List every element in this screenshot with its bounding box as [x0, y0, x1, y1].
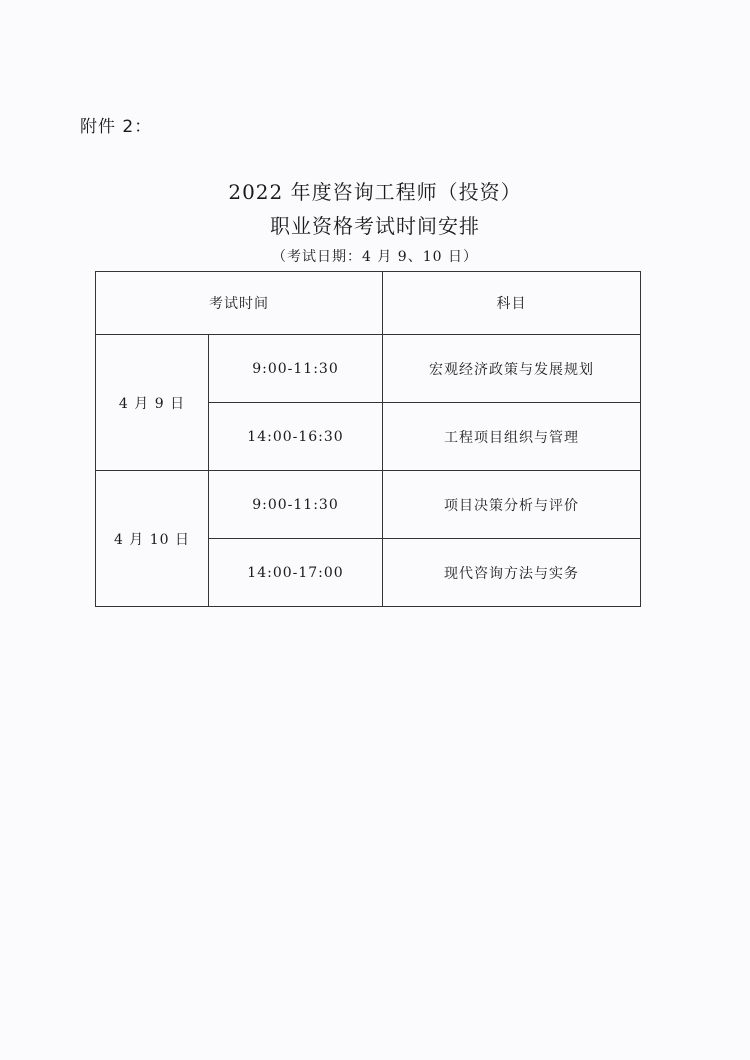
document-title-line1: 2022 年度咨询工程师（投资） [228, 180, 522, 204]
exam-schedule-table [95, 271, 641, 607]
subject-cell: 宏观经济政策与发展规划 [383, 335, 641, 403]
subject-cell: 项目决策分析与评价 [383, 471, 641, 539]
time-cell: 14:00-17:00 [209, 539, 383, 607]
time-cell: 14:00-16:30 [209, 403, 383, 471]
attachment-label: 附件 2： [80, 117, 153, 137]
document-title-line2: 职业资格考试时间安排 [270, 214, 480, 238]
subject-cell: 工程项目组织与管理 [383, 403, 641, 471]
time-cell: 9:00-11:30 [209, 471, 383, 539]
table-row [96, 471, 641, 539]
header-exam-time: 考试时间 [96, 272, 383, 335]
table-header-row [96, 272, 641, 335]
time-cell: 9:00-11:30 [209, 335, 383, 403]
exam-date-note: （考试日期：4 月 9、10 日） [272, 249, 478, 265]
date-cell: 4 月 9 日 [96, 335, 209, 471]
table-row [96, 335, 641, 403]
header-subject: 科目 [383, 272, 641, 335]
date-cell: 4 月 10 日 [96, 471, 209, 607]
subject-cell: 现代咨询方法与实务 [383, 539, 641, 607]
